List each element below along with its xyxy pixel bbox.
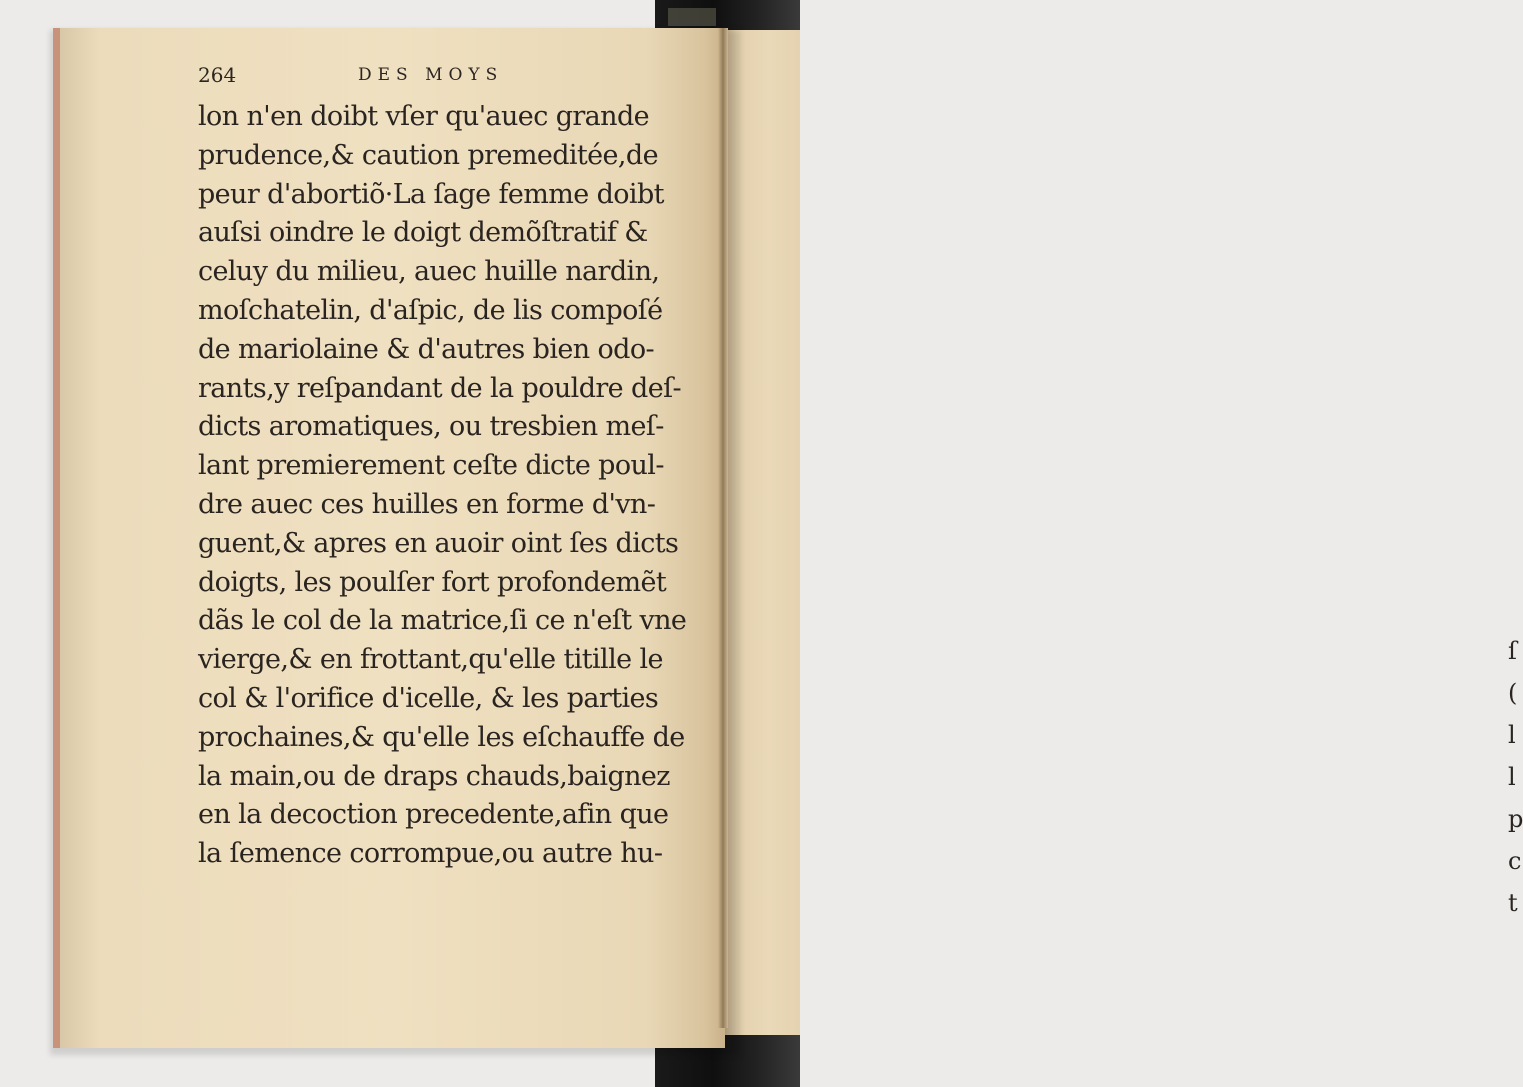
text-line: dre auec ces huilles en forme d'vn- (198, 488, 656, 520)
text-line: prudence,& caution premeditée,de (198, 139, 658, 171)
text-line: la main,ou de draps chauds,baignez (198, 760, 670, 792)
text-line: dicts aromatiques, ou tresbien meſ- (198, 411, 664, 443)
text-line: de mariolaine & d'autres bien odo- (198, 333, 655, 365)
facing-letter: t (1508, 889, 1518, 917)
text-line: auſsi oindre le doigt demõſtratif & (198, 217, 648, 249)
binding-clip (668, 8, 716, 26)
page-header (198, 63, 678, 93)
text-line: doigts, les poulſer fort profondemẽt (198, 566, 667, 598)
running-title: DES MOYS (358, 65, 504, 85)
text-line: celuy du milieu, auec huille nardin, (198, 256, 660, 288)
text-line: prochaines,& qu'elle les eſchauffe de (198, 721, 685, 753)
text-line: dãs le col de la matrice,ſi ce n'eſt vne (198, 605, 687, 637)
body-text (198, 98, 687, 874)
text-line: la ſemence corrompue,ou autre hu- (198, 838, 663, 870)
text-line: vierge,& en frottant,qu'elle titille le (198, 644, 663, 676)
facing-letter: c (1508, 847, 1522, 875)
text-line: moſchatelin, d'aſpic, de lis compoſé (198, 294, 663, 326)
text-line: en la decoction precedente,afin que (198, 799, 669, 831)
facing-page-letters (1508, 630, 1522, 924)
text-line: peur d'abortiõ·La ſage femme doibt (198, 178, 664, 210)
text-line: col & l'orifice d'icelle, & les parties (198, 682, 659, 714)
text-line: rants,y reſpandant de la pouldre deſ- (198, 372, 682, 404)
facing-letter: p (1508, 805, 1523, 833)
facing-letter: ſ (1508, 637, 1517, 665)
facing-letter: ( (1508, 679, 1518, 707)
page-number: 264 (198, 63, 237, 87)
book-gutter (718, 28, 728, 1028)
text-line: lon n'en doibt vſer qu'auec grande (198, 101, 650, 132)
facing-letter: l (1508, 763, 1516, 791)
text-line: guent,& apres en auoir oint ſes dicts (198, 527, 679, 559)
text-line: lant premierement ceſte dicte poul- (198, 450, 664, 482)
facing-letter: l (1508, 721, 1516, 749)
